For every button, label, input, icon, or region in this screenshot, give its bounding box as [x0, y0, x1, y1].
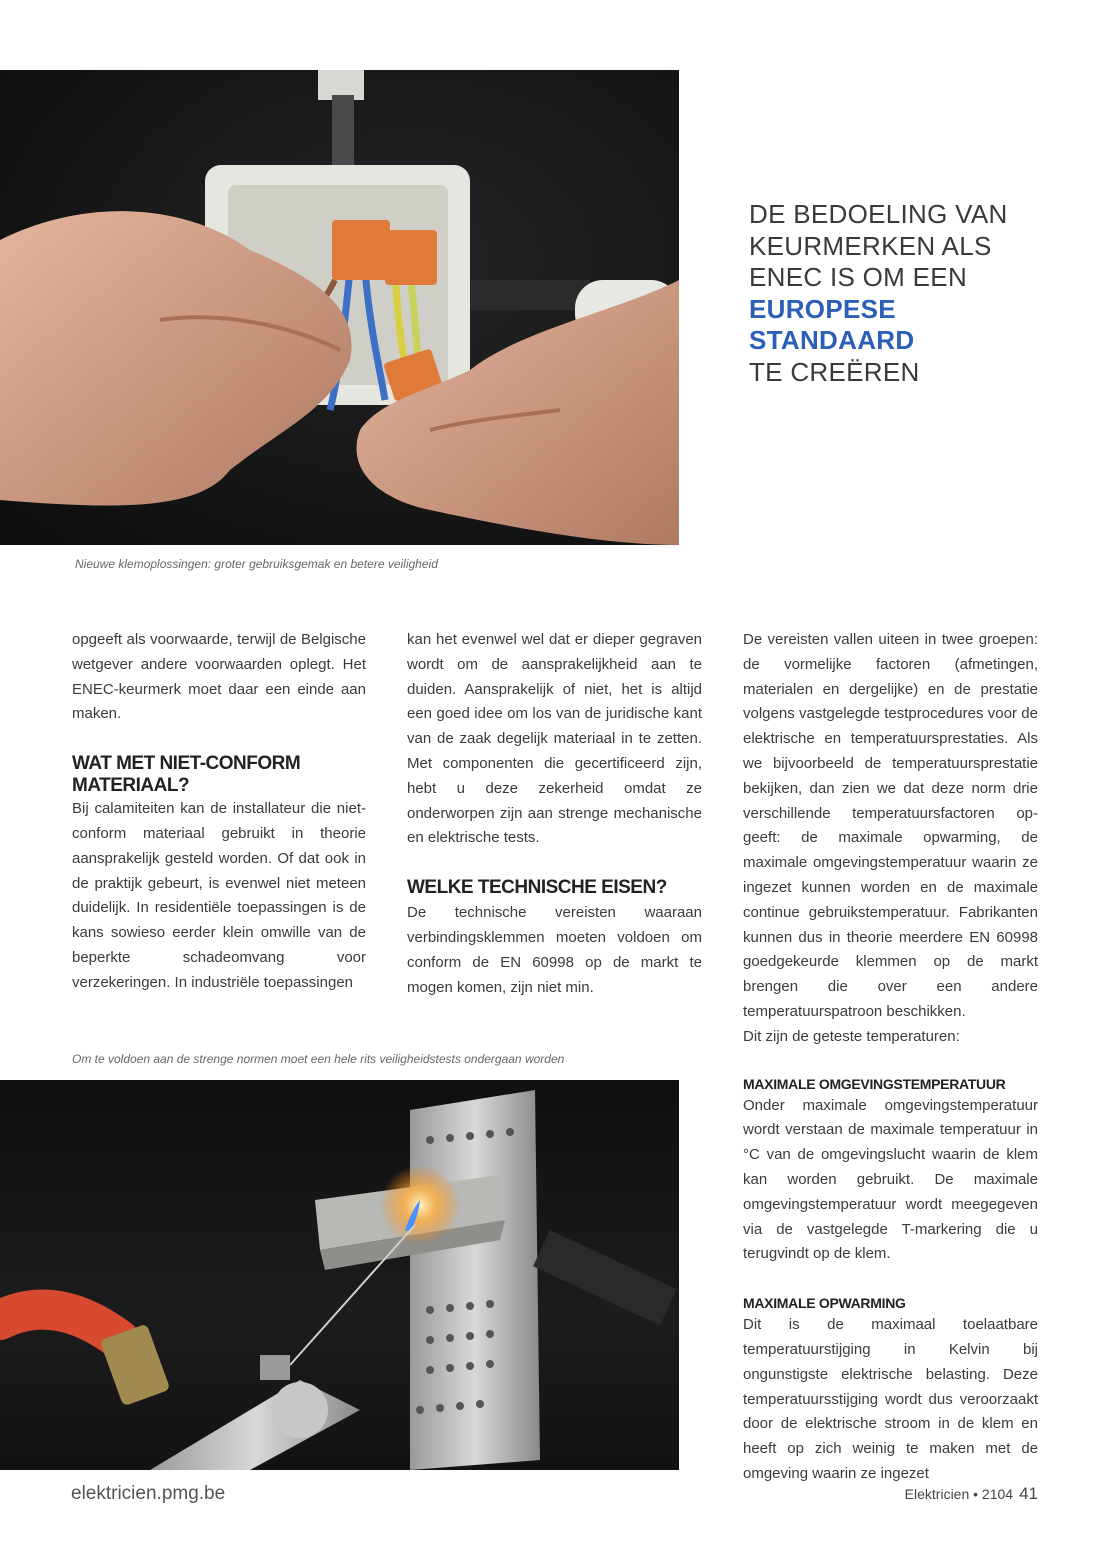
photo-flame-test [0, 1080, 679, 1470]
paragraph: kan het evenwel wel dat er dieper gegraven wordt om de aansprakelijkheid aan te duiden. Aansprakelijk of niet, het is altijd een goed idee om los van de juridische kant van de zaak degelijk materiaal in te zetten. Met componenten die gecertificeerd zijn, hebt u deze zekerheid omdat ze onderworpen zijn aan strenge mechanische en elektrische tests. [407, 631, 702, 847]
pull-quote-highlight: STANDAARD [749, 325, 915, 355]
photo-wiring [0, 70, 679, 545]
article-column-3 [743, 628, 1038, 1487]
paragraph: Dit is de maximaal toelaatbare temperatuurstijging in Kelvin bij ongunstigste elektrische belasting. Deze temperatuursstijging wordt dus veroorzaakt door de elektrische stroom in de klem en heeft op zich weinig te maken met de omgeving waarin ze ingezet [743, 1316, 1038, 1482]
section-heading: WAT MET NIET-CONFORM MATERIAAL? [72, 753, 301, 797]
paragraph: Dit zijn de geteste temperaturen: [743, 1027, 960, 1045]
photo-caption-bottom: Om te voldoen aan de strenge normen moet een hele rits veiligheidstests ondergaan worden [72, 1052, 565, 1066]
pull-quote-line: KEURMERKEN ALS [749, 230, 992, 261]
subsection-heading: MAXIMALE OPWARMING [743, 1295, 906, 1312]
magazine-issue: Elektricien • 2104 [904, 1486, 1014, 1502]
pull-quote-line: ENEC IS OM EEN [749, 262, 968, 292]
paragraph: Bij calamiteiten kan de installateur die niet-conform materiaal gebruikt in theorie aansprakelijk gesteld worden. Of dat ook in de praktijk gebeurt, is evenwel niet meteen duidelijk. In residentiële toepassingen is de kans sowieso eerder klein omwille van de beperkte schadeomvang voor verzekeringen. In industriële toepassingen [72, 800, 366, 991]
page-number: 41 [1019, 1484, 1038, 1503]
paragraph: De technische vereisten waaraan verbindingsklemmen moeten voldoen om conform de EN 60998 op de markt te mogen komen, zijn niet min. [407, 904, 702, 996]
page-footer [905, 1484, 1038, 1504]
hands-wiring-junction-box-image [0, 70, 679, 545]
subsection-heading: MAXIMALE OMGEVINGSTEMPERATUUR [743, 1075, 1006, 1092]
website-link[interactable]: elektricien.pmg.be [71, 1483, 226, 1504]
pull-quote-highlight: EUROPESE [749, 293, 896, 324]
section-heading: WELKE TECHNISCHE EISEN? [407, 877, 667, 899]
article-column-1 [72, 628, 366, 996]
pull-quote [749, 199, 1069, 388]
pull-quote-line: TE CREËREN [749, 356, 920, 387]
article-column-2 [407, 628, 702, 1000]
paragraph: opgeeft als voorwaarde, terwijl de Belgische wetgever andere voorwaarden oplegt. Het ENEC-keurmerk moet daar een einde aan maken. [72, 631, 366, 723]
pull-quote-line: DE BEDOELING VAN [749, 199, 1008, 229]
paragraph: De vereisten vallen uiteen in twee groepen: de vormelijke factoren (afmetingen, materialen en dergelijke) en de prestatie volgens vastgelegde testprocedures voor de elektrische en temperatuursprestaties. Als we bijvoorbeeld de temperatuursprestatie bekijken, dan zien we dat deze norm drie verschillende temperatuursfactoren op-geeft: de maximale opwarming, de maximale omgevingstemperatuur waarin ze ingezet kunnen worden en de maximale continue gebruikstemperatuur. Fabrikanten kunnen dus in theorie meerdere EN 60998 goedgekeurde klemmen op de markt brengen die over een andere temperatuurspatroon beschikken. [743, 631, 1038, 1020]
photo-caption-top: Nieuwe klemoplossingen: groter gebruiksgemak en betere veiligheid [75, 557, 438, 571]
paragraph: Onder maximale omgevingstemperatuur wordt verstaan de maximale temperatuur in °C van de omgevingslucht waarin de klem kan worden gebruikt. De maximale omgevingstemperatuur wordt meegegeven via de vastgelegde T-markering die u terugvindt op de klem. [743, 1096, 1038, 1263]
flame-test-terminal-block-image [0, 1080, 679, 1470]
